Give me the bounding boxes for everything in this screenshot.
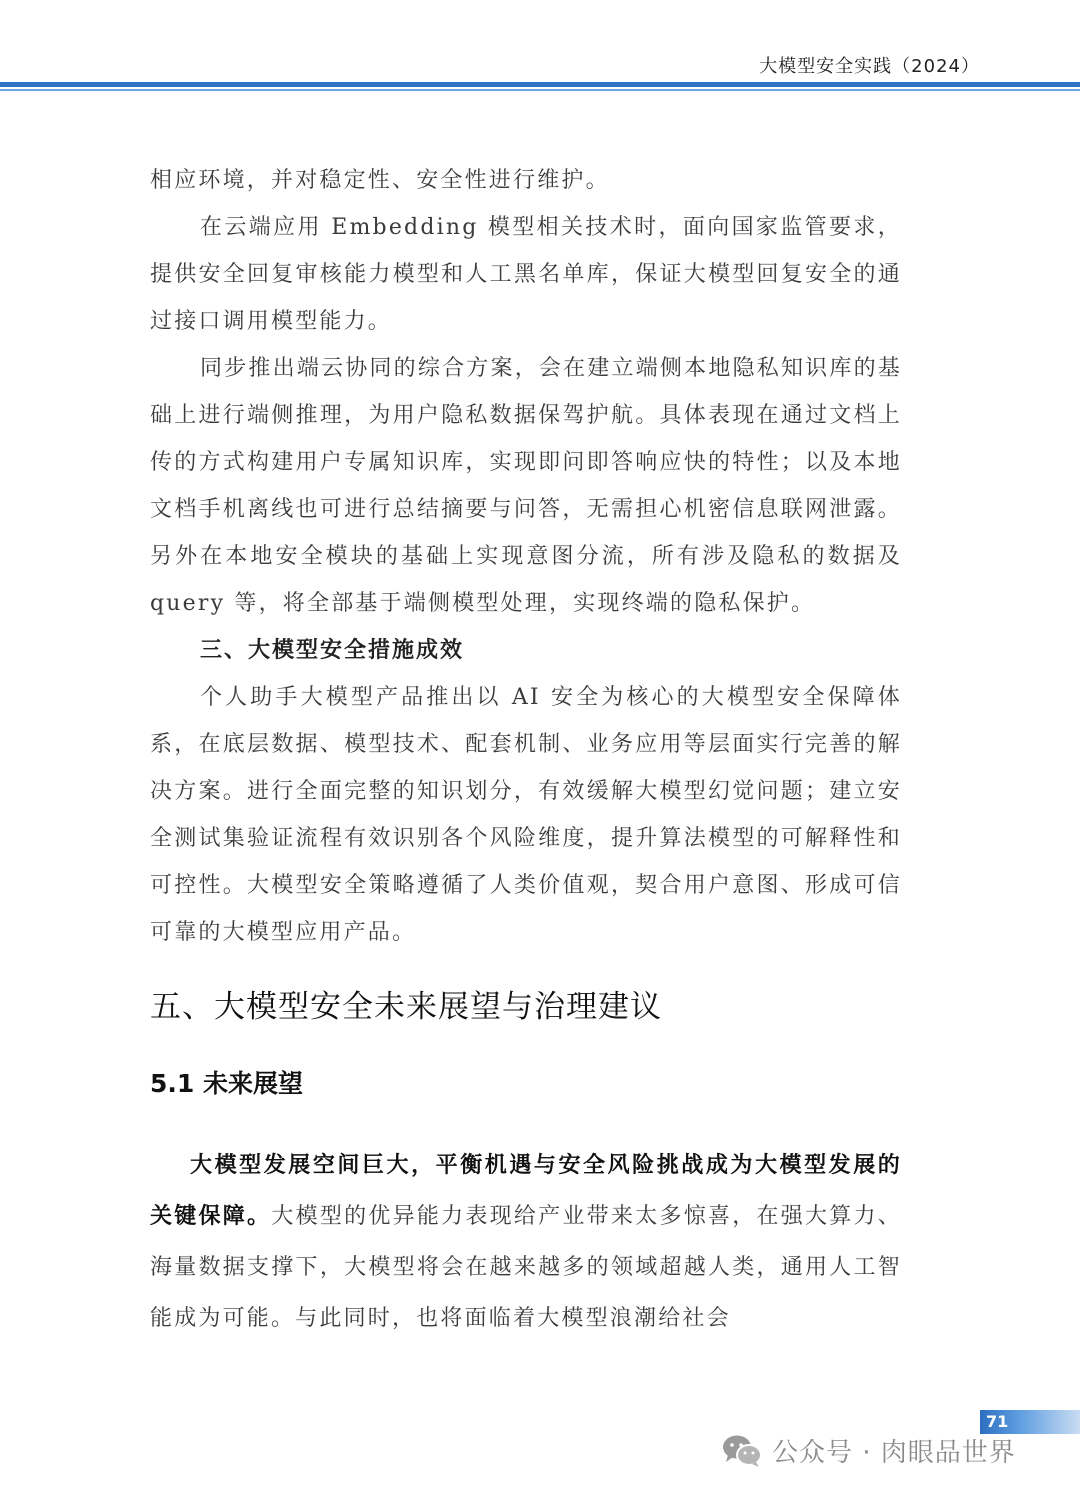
header-rule-thin xyxy=(0,89,1080,91)
page-number: 71 xyxy=(986,1412,1009,1431)
paragraph-1: 相应环境，并对稳定性、安全性进行维护。 xyxy=(150,168,610,193)
wechat-icon xyxy=(722,1434,762,1468)
chapter-heading: 五、大模型安全未来展望与治理建议 xyxy=(150,989,662,1025)
paragraph-2: 在云端应用 Embedding 模型相关技术时，面向国家监管要求，提供安全回复审核能力模型和人工黑名单库，保证大模型回复安全的通过接口调用模型能力。 xyxy=(150,215,902,334)
page-content xyxy=(150,157,902,1344)
paragraph-5-body: 大模型的优异能力表现给产业带来太多惊喜，在强大算力、海量数据支撑下，大模型将会在越来越多的领域超越人类，通用人工智能成为可能。与此同时，也将面临着大模型浪潮给社会 xyxy=(150,1204,902,1331)
document-title: 大模型安全实践（2024） xyxy=(759,56,980,77)
watermark xyxy=(722,1432,1016,1469)
subheading-measures: 三、大模型安全措施成效 xyxy=(200,638,465,663)
paragraph-3: 同步推出端云协同的综合方案，会在建立端侧本地隐私知识库的基础上进行端侧推理，为用户隐私数据保驾护航。具体表现在通过文档上传的方式构建用户专属知识库，实现即问即答响应快的特性；以及本地文档手机离线也可进行总结摘要与问答，无需担心机密信息联网泄露。另外在本地安全模块的基础上实现意图分流，所有涉及隐私的数据及 query 等，将全部基于端侧模型处理，实现终端的隐私保护。 xyxy=(150,356,902,616)
section-heading: 5.1 未来展望 xyxy=(150,1069,303,1098)
paragraph-5 xyxy=(150,1104,902,1344)
paragraph-5-lead: 大模型发展空间巨大，平衡机遇与安全风险挑战成为大模型发展的关键保障。 xyxy=(150,1153,902,1229)
header-rule-thick xyxy=(0,82,1080,87)
watermark-text: 公众号 · 肉眼品世界 xyxy=(772,1438,1016,1468)
paragraph-4: 个人助手大模型产品推出以 AI 安全为核心的大模型安全保障体系，在底层数据、模型技术、配套机制、业务应用等层面实行完善的解决方案。进行全面完整的知识划分，有效缓解大模型幻觉问题；建立安全测试集验证流程有效识别各个风险维度，提升算法模型的可解释性和可控性。大模型安全策略遵循了人类价值观，契合用户意图、形成可信可靠的大模型应用产品。 xyxy=(150,685,902,945)
